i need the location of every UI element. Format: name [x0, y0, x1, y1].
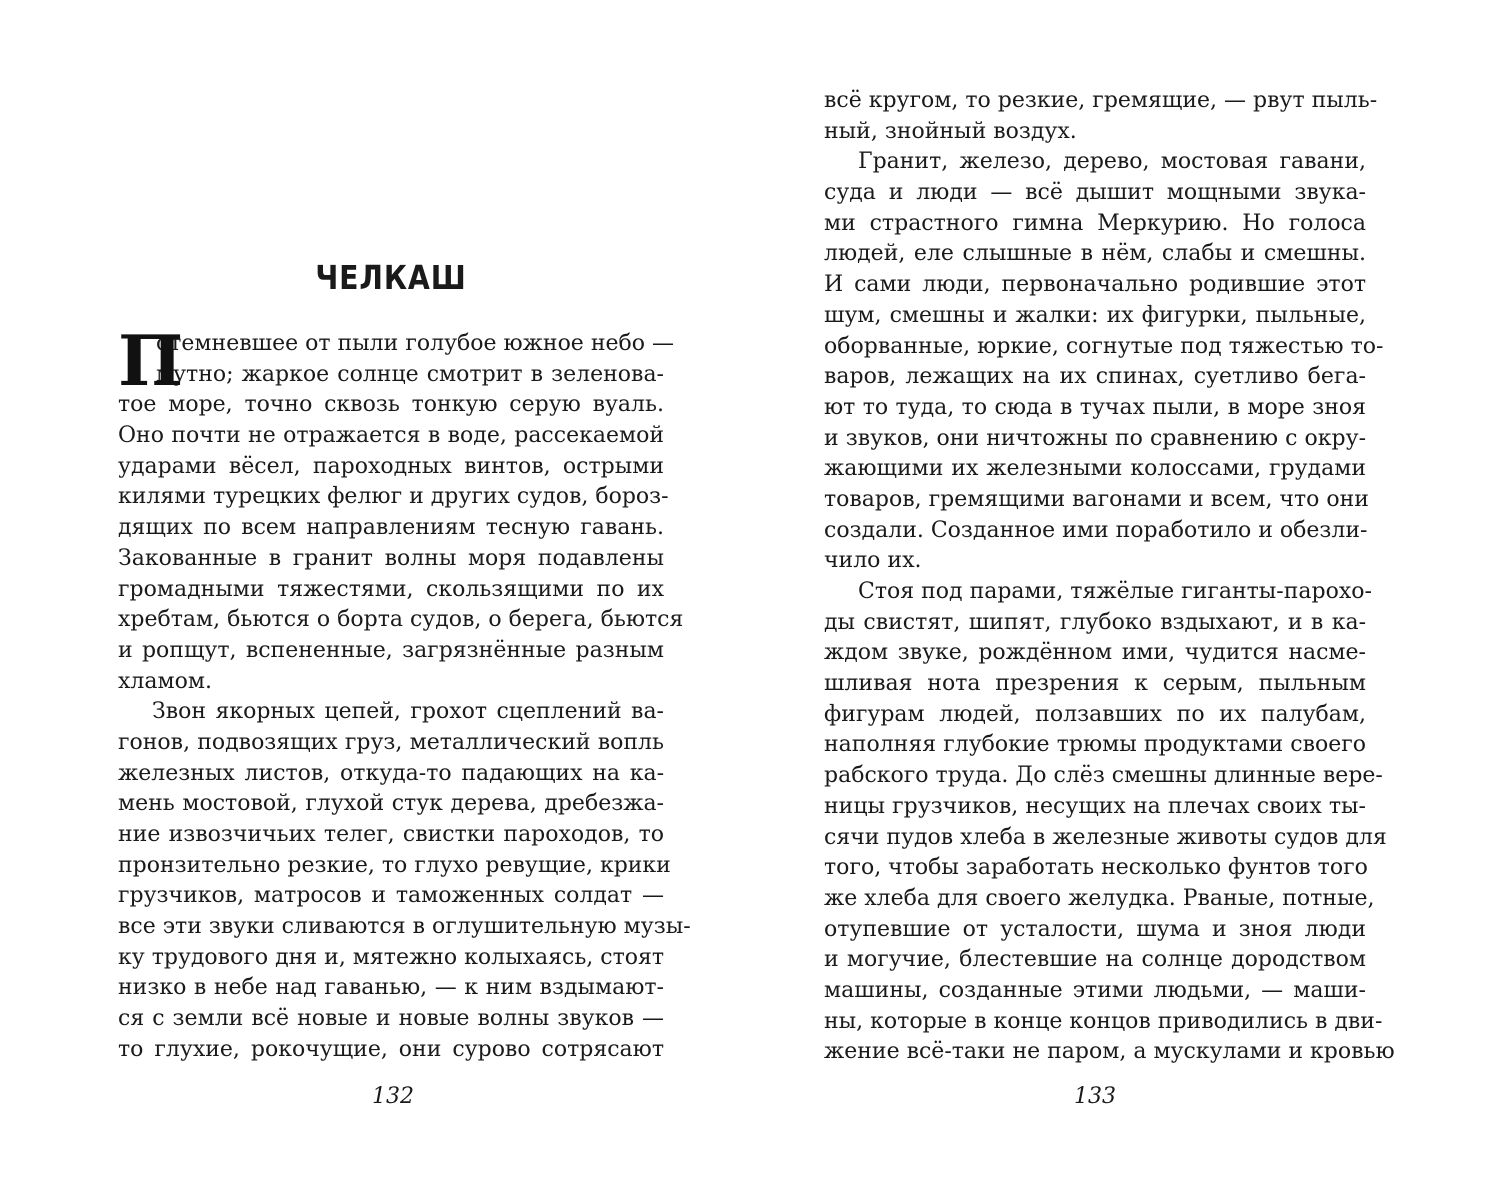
- left-page: [0, 0, 742, 1200]
- text-line: и могучие, блестевшие на солнце дородством: [824, 947, 1366, 973]
- text-line: отупевшие от усталости, шума и зноя люди: [824, 916, 1366, 942]
- text-line: и ропщут, вспененные, загрязнённые разным: [118, 637, 664, 663]
- text-line: ют то туда, то сюда в тучах пыли, в море зноя: [824, 394, 1366, 420]
- text-line: мень мостовой, глухой стук дерева, дребезжа-: [118, 791, 664, 817]
- text-line: Стоя под парами, тяжёлые гиганты-парохо-: [858, 579, 1372, 604]
- right-page: [742, 0, 1485, 1200]
- left-lines: [118, 321, 691, 1066]
- text-line: ждом звуке, рождённом ими, чудится насме-: [824, 640, 1366, 666]
- right-lines: [824, 86, 1395, 1068]
- text-line: Оно почти не отражается в воде, рассекаемой: [118, 423, 664, 449]
- text-line: жающими их железными колоссами, грудами: [824, 456, 1366, 482]
- text-line: ницы грузчиков, несущих на плечах своих ты-: [824, 793, 1366, 819]
- text-line: ся с земли всё новые и новые волны звуков —: [118, 1006, 664, 1032]
- text-line: Закованные в гранит волны моря подавлены: [118, 545, 664, 571]
- text-line: ми страстного гимна Меркурию. Но голоса: [824, 210, 1366, 236]
- text-line: все эти звуки сливаются в оглушительную музы-: [118, 914, 691, 940]
- left-page-text: [118, 321, 691, 1066]
- text-line: создали. Созданное ими поработило и обезли-: [824, 517, 1368, 543]
- text-line: железных листов, откуда-то падающих на ка-: [118, 760, 664, 786]
- text-line: мутно; жаркое солнце смотрит в зеленова-: [156, 361, 664, 387]
- text-line: ны, которые в конце концов приводились в дви-: [824, 1008, 1383, 1034]
- text-line: отемневшее от пыли голубое южное небо —: [156, 331, 674, 356]
- page-number-right: 133: [1074, 1084, 1116, 1109]
- text-line: килями турецких фелюг и других судов, борoз-: [118, 484, 669, 510]
- text-line: пронзительно резкие, то глухо ревущие, крики: [118, 852, 671, 878]
- text-line: суда и люди — всё дышит мощными звука-: [824, 180, 1366, 206]
- text-line: оборванные, юркие, согнутые под тяжестью то-: [824, 333, 1384, 359]
- text-line: варов, лежащих на их спинах, суетливо бега-: [824, 364, 1366, 390]
- text-line: хребтам, бьются о борта судов, о берега, бьются: [118, 607, 684, 633]
- text-line: грузчиков, матросов и таможенных солдат —: [118, 883, 664, 909]
- text-line: хламом.: [118, 668, 212, 694]
- text-line: наполняя глубокие трюмы продуктами своего: [824, 732, 1366, 758]
- text-line: дящих по всем направлениям тесную гавань.: [118, 515, 664, 541]
- text-line: ку трудового дня и, мятежно колыхаясь, стоят: [118, 944, 665, 970]
- text-line: И сами люди, первоначально родившие этот: [824, 272, 1366, 298]
- text-line: гонов, подвозящих груз, металлический вопль: [118, 729, 664, 755]
- text-line: фигурам людей, ползавших по их палубам,: [824, 701, 1366, 727]
- text-line: шливая нота презрения к серым, пыльным: [824, 671, 1366, 697]
- text-line: то глухие, рокочущие, они сурово сотрясают: [118, 1036, 664, 1062]
- text-line: того, чтобы заработать несколько фунтов того: [824, 855, 1368, 881]
- text-line: шум, смешны и жалки: их фигурки, пыльные,: [824, 302, 1366, 328]
- text-line: чило их.: [824, 548, 922, 574]
- text-line: машины, созданные этими людьми, — маши-: [824, 977, 1366, 1003]
- text-line: ный, знойный воздух.: [824, 118, 1077, 144]
- text-line: сячи пудов хлеба в железные животы судов для: [824, 824, 1387, 850]
- page-number-left: 132: [372, 1084, 414, 1109]
- text-line: громадными тяжестями, скользящими по их: [118, 576, 664, 602]
- chapter-title: ЧЕЛКАШ: [315, 258, 467, 297]
- text-line: низко в небе над гаванью, — к ним вздымают-: [118, 975, 664, 1001]
- right-page-text: [824, 86, 1395, 1068]
- text-line: людей, еле слышные в нём, слабы и смешны.: [824, 241, 1366, 267]
- text-line: и звуков, они ничтожны по сравнению с окру-: [824, 425, 1366, 451]
- text-line: Звон якорных цепей, грохот сцеплений ва-: [152, 699, 664, 725]
- text-line: рабского труда. До слёз смешны длинные вере-: [824, 763, 1383, 789]
- text-line: всё кругом, то резкие, гремящие, — рвут пыль-: [824, 88, 1378, 113]
- text-line: ударами вёсел, пароходных винтов, острыми: [118, 453, 664, 479]
- text-line: же хлеба для своего желудка. Рваные, потные,: [824, 885, 1375, 911]
- text-line: Гранит, железо, дерево, мостовая гавани,: [858, 149, 1366, 175]
- text-line: ды свистят, шипят, глубоко вздыхают, и в ка-: [824, 609, 1366, 635]
- drop-cap: П: [118, 321, 184, 402]
- text-line: товаров, гремящими вагонами и всем, что они: [824, 486, 1369, 512]
- text-line: ние извозчичьих телег, свистки пароходов, то: [118, 822, 664, 847]
- text-line: тое море, точно сквозь тонкую серую вуаль.: [118, 392, 664, 418]
- text-line: жение всё-таки не паром, а мускулами и кровью: [824, 1039, 1395, 1065]
